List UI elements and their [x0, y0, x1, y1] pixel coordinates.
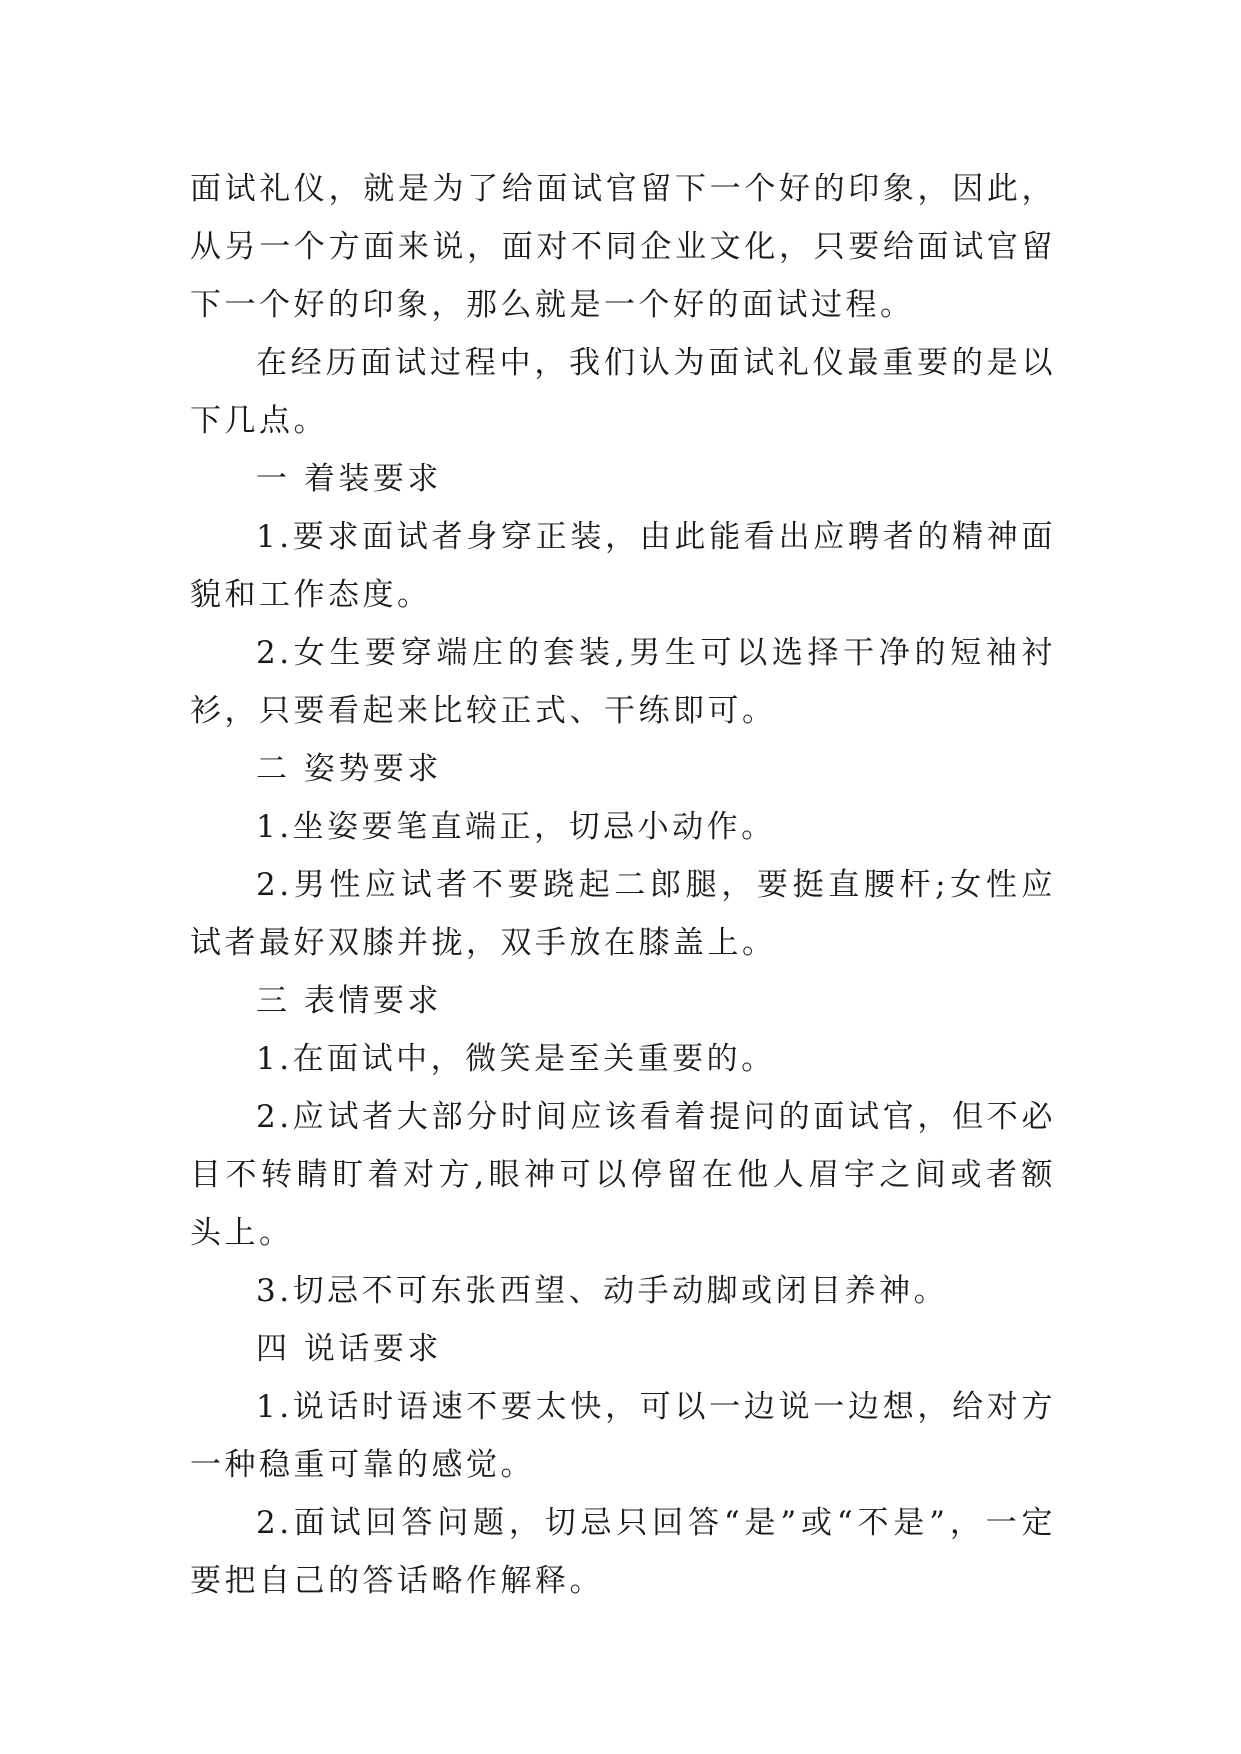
- list-item: 2.男性应试者不要跷起二郎腿，要挺直腰杆;女性应试者最好双膝并拢，双手放在膝盖上。: [190, 867, 1056, 961]
- list-item: 2.女生要穿端庄的套装,男生可以选择干净的短袖衬衫，只要看起来比较正式、干练即可。: [190, 635, 1056, 729]
- list-item: 2.应试者大部分时间应该看着提问的面试官，但不必目不转睛盯着对方,眼神可以停留在他人眉宇之间或者额头上。: [190, 1099, 1056, 1251]
- section-heading-attire: 一 着装要求: [256, 461, 442, 497]
- list-item: 1.说话时语速不要太快，可以一边说一边想，给对方一种稳重可靠的感觉。: [190, 1389, 1056, 1483]
- list-item: 1.要求面试者身穿正装，由此能看出应聘者的精神面貌和工作态度。: [190, 519, 1056, 613]
- section-heading-expression: 三 表情要求: [256, 983, 442, 1019]
- section-heading-posture: 二 姿势要求: [256, 751, 442, 787]
- paragraph-key-points: 在经历面试过程中，我们认为面试礼仪最重要的是以下几点。: [190, 345, 1056, 439]
- paragraph-intro: 面试礼仪，就是为了给面试官留下一个好的印象，因此，从另一个方面来说，面对不同企业文化，只要给面试官留下一个好的印象，那么就是一个好的面试过程。: [190, 171, 1056, 323]
- list-item: 2.面试回答问题，切忌只回答“是”或“不是”，一定要把自己的答话略作解释。: [190, 1505, 1056, 1599]
- section-heading-speech: 四 说话要求: [256, 1331, 442, 1367]
- list-item: 1.在面试中，微笑是至关重要的。: [256, 1041, 776, 1077]
- list-item: 3.切忌不可东张西望、动手动脚或闭目养神。: [256, 1273, 949, 1309]
- list-item: 1.坐姿要笔直端正，切忌小动作。: [256, 809, 776, 845]
- document-body: [190, 160, 1056, 1610]
